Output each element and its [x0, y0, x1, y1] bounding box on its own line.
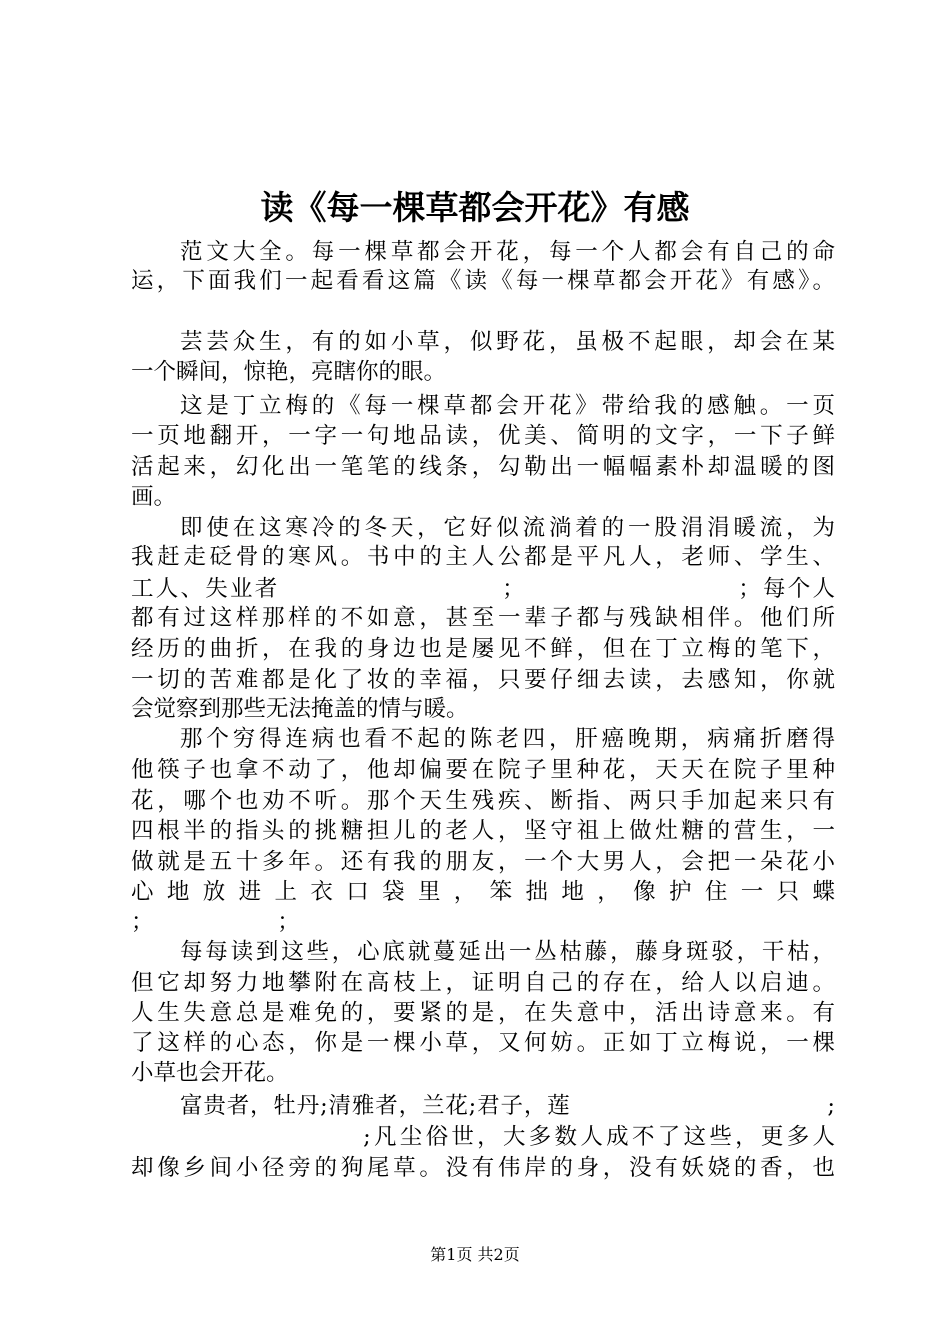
text-line: 人生失意总是难免的，要紧的是，在失意中，活出诗意来。有 — [131, 1000, 835, 1026]
text-line: 经历的曲折，在我的身边也是屡见不鲜，但在丁立梅的笔下， — [131, 636, 835, 662]
text-line: 活起来，幻化出一笔笔的线条，勾勒出一幅幅素朴却温暖的图 — [131, 454, 835, 480]
text-line: 运，下面我们一起看看这篇《读《每一棵草都会开花》有感》。 — [131, 268, 835, 294]
text-line: ;凡尘俗世，大多数人成不了这些，更多人 — [131, 1124, 835, 1150]
text-line: ； ； — [131, 909, 300, 935]
text-line: 但它却努力地攀附在高枝上，证明自己的存在，给人以启迪。 — [131, 970, 835, 996]
text-line: 了这样的心态，你是一棵小草，又何妨。正如丁立梅说，一棵 — [131, 1030, 835, 1056]
text-line: 做就是五十多年。还有我的朋友，一个大男人，会把一朵花小 — [131, 849, 835, 875]
text-line: 四根半的指头的挑糖担儿的老人，坚守祖上做灶糖的营生，一 — [131, 818, 835, 844]
text-line: 小草也会开花。 — [131, 1060, 289, 1086]
text-line: 工人、失业者 ； ；每个人 — [131, 576, 835, 602]
text-line: 都有过这样那样的不如意，甚至一辈子都与残缺相伴。他们所 — [131, 605, 835, 631]
text-line: 芸芸众生，有的如小草，似野花，虽极不起眼，却会在某 — [180, 329, 835, 355]
text-line: 花，哪个也劝不听。那个天生残疾、断指、两只手加起来只有 — [131, 788, 835, 814]
text-line: 这是丁立梅的《每一棵草都会开花》带给我的感触。一页 — [180, 393, 835, 419]
text-line: 富贵者，牡丹;清雅者，兰花;君子，莲 ; — [180, 1093, 835, 1119]
text-line: 一切的苦难都是化了妆的幸福，只要仔细去读，去感知，你就 — [131, 667, 835, 693]
text-line: 心 地 放 进 上 衣 口 袋 里 ， 笨 拙 地 ， 像 护 住 一 只 蝶 — [131, 879, 835, 905]
text-line: 范文大全。每一棵草都会开花，每一个人都会有自己的命 — [180, 239, 835, 265]
text-line: 那个穷得连病也看不起的陈老四，肝癌晚期，病痛折磨得 — [180, 726, 835, 752]
text-line: 我赶走砭骨的寒风。书中的主人公都是平凡人，老师、学生、 — [131, 544, 835, 570]
text-line: 画。 — [131, 484, 177, 510]
text-line: 即使在这寒冷的冬天，它好似流淌着的一股涓涓暖流，为 — [180, 515, 835, 541]
page-footer: 第1页 共2页 — [430, 1245, 520, 1264]
text-line: 一页地翻开，一字一句地品读，优美、简明的文字，一下子鲜 — [131, 423, 835, 449]
text-line: 一个瞬间，惊艳，亮瞎你的眼。 — [131, 359, 447, 385]
text-line: 每每读到这些，心底就蔓延出一丛枯藤，藤身斑驳，干枯， — [180, 939, 835, 965]
text-line: 他筷子也拿不动了，他却偏要在院子里种花，天天在院子里种 — [131, 757, 835, 783]
text-line: 却像乡间小径旁的狗尾草。没有伟岸的身，没有妖娆的香，也 — [131, 1155, 835, 1181]
text-line: 会觉察到那些无法掩盖的情与暖。 — [131, 696, 469, 722]
document-title: 读《每一棵草都会开花》有感 — [260, 188, 690, 227]
